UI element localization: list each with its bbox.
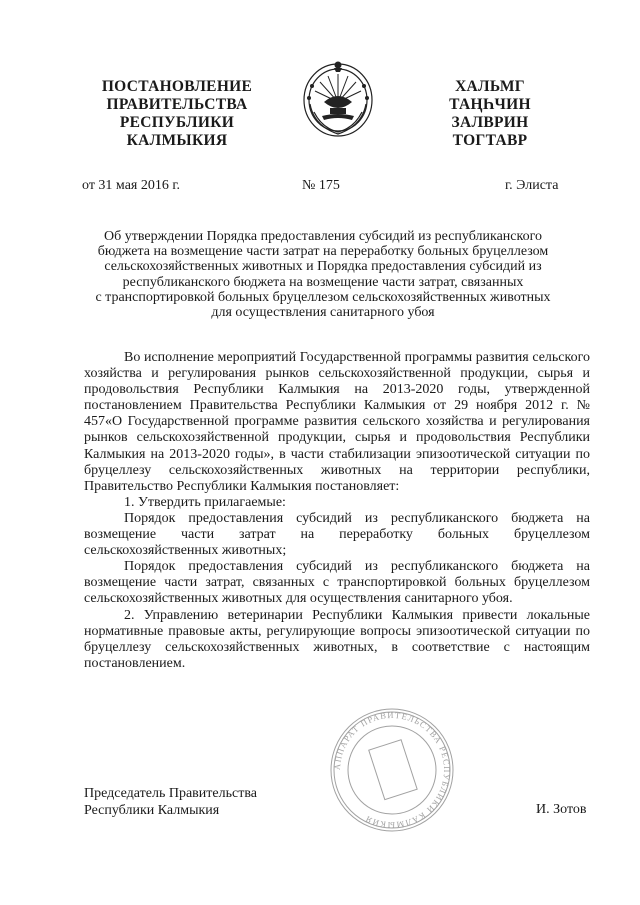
title-line: для осуществления санитарного убоя bbox=[211, 305, 435, 321]
header-left-line: РЕСПУБЛИКИ bbox=[119, 114, 235, 131]
title-line: бюджета на возмещение части затрат на переработку больных бруцеллезом bbox=[97, 244, 549, 260]
header-left-line: КАЛМЫКИЯ bbox=[126, 132, 228, 149]
header-left-line: ПОСТАНОВЛЕНИЕ bbox=[101, 78, 253, 95]
body-paragraph: 2. Управлению ветеринарии Республики Калмыкия привести локальные нормативные правовые акты, регулирующие вопросы эпизоотической ситуации по бруцеллезу сельскохозяйственных животных, в соответствие с настоящим постановлением. bbox=[84, 607, 590, 671]
header-right-line: ХАЛЬМГ bbox=[455, 78, 525, 95]
header-right-line: ЗАЛВРИН bbox=[451, 114, 529, 131]
signatory-position bbox=[84, 785, 257, 819]
body-paragraph: Порядок предоставления субсидий из республиканского бюджета на возмещение части затрат на переработку больных бруцеллезом сельскохозяйственных животных; bbox=[84, 510, 590, 559]
stamp-text: АППАРАТ ПРАВИТЕЛЬСТВА РЕСПУБЛИКИ КАЛМЫКИЯ bbox=[331, 709, 453, 831]
document-body bbox=[84, 350, 590, 672]
signatory-position-line: Республики Калмыкия bbox=[84, 803, 220, 818]
header-right-line: ТАҢҺЧИН bbox=[449, 96, 531, 113]
body-paragraph: Порядок предоставления субсидий из республиканского бюджета на возмещение части затрат, связанных с транспортировкой больных бруцеллезом сельскохозяйственных животных для осуществления санитарного убоя. bbox=[84, 559, 590, 607]
title-line: с транспортировкой больных бруцеллезом сельскохозяйственных животных bbox=[95, 289, 551, 305]
round-seal-stamp-icon bbox=[328, 706, 456, 834]
document-title bbox=[80, 229, 566, 320]
svg-text:АППАРАТ ПРАВИТЕЛЬСТВА РЕСПУБЛИ bbox=[332, 710, 452, 830]
header-left-line: ПРАВИТЕЛЬСТВА bbox=[106, 96, 248, 113]
document-city: г. Элиста bbox=[505, 178, 559, 193]
title-line: республиканского бюджета на возмещение части затрат, связанных bbox=[122, 274, 524, 290]
header-right-line: ТОГТАВР bbox=[452, 132, 528, 149]
header-left bbox=[82, 78, 272, 150]
body-paragraph: 1. Утвердить прилагаемые: bbox=[124, 494, 286, 510]
signatory-position-line: Председатель Правительства bbox=[84, 786, 257, 801]
title-line: сельскохозяйственных животных и Порядка предоставления субсидий из bbox=[104, 259, 542, 275]
document-date: от 31 мая 2016 г. bbox=[82, 178, 181, 193]
kalmykia-coat-of-arms-icon bbox=[300, 56, 376, 140]
header-right bbox=[420, 78, 560, 150]
body-paragraph: Во исполнение мероприятий Государственной программы развития сельского хозяйства и регулирования рынков сельскохозяйственной продукции, сырья и продовольствия Республики Калмыкия на 2013-2020 годы, утвержденной постановлением Правительства Республики Калмыкия от 29 ноября 2012 г. № 457«О Государственной программе развития сельского хозяйства и регулирования рынков сельскохозяйственной продукции, сырья и продовольствия Республики Калмыкия на 2013-2020 годы», в части стабилизации эпизоотической ситуации по бруцеллезу сельскохозяйственных животных на территории республики, Правительство Республики Калмыкия постановляет: bbox=[84, 350, 590, 494]
document-number: № 175 bbox=[302, 178, 340, 193]
title-line: Об утверждении Порядка предоставления субсидий из республиканского bbox=[104, 229, 542, 244]
signatory-name: И. Зотов bbox=[536, 802, 587, 817]
